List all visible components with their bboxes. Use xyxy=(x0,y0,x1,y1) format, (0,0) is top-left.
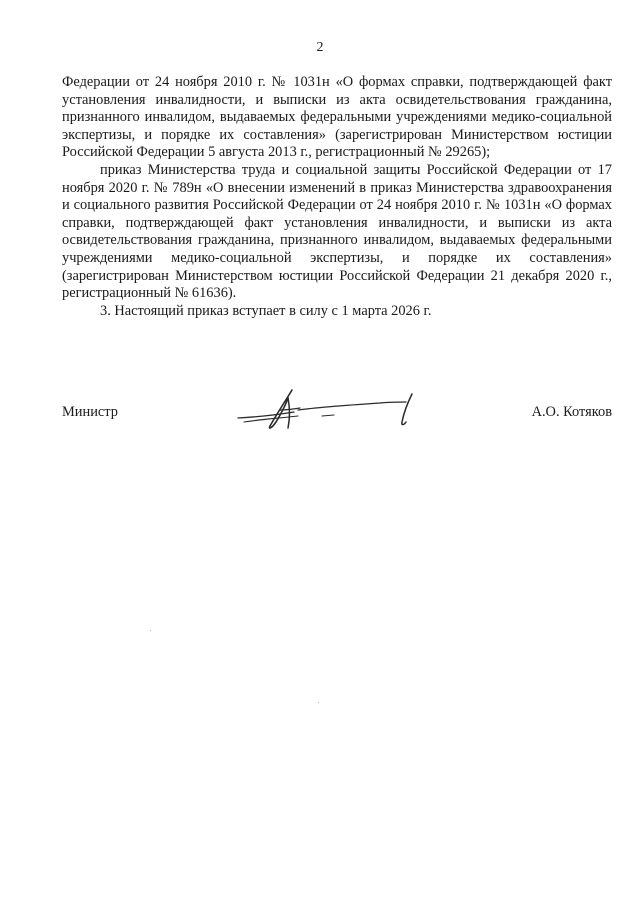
paragraph-effective-date: 3. Настоящий приказ вступает в силу с 1 марта 2026 г. xyxy=(100,302,432,319)
page-number: 2 xyxy=(316,40,324,55)
paragraph-amendment-order: приказ Министерства труда и социальной защиты Российской Федерации от 17 ноября 2020 г. № 789н «О внесении изменений в приказ Министерства здравоохранения и социального развития Российской Федерации от 24 ноября 2010 г. № 1031н «О формах справки, подтверждающей факт установления инвалидности, и выписки из акта освидетельствования гражданина, признанного инвалидом, выдаваемых федеральными учреждениями медико-социальной экспертизы, и порядке их составления» (зарегистрирован Министерством юстиции Российской Федерации 21 декабря 2020 г., регистрационный № 61636). xyxy=(62,161,612,302)
signature-block xyxy=(62,388,612,438)
scan-speck xyxy=(318,702,319,703)
handwritten-signature xyxy=(230,388,430,434)
signatory-name: А.О. Котяков xyxy=(531,404,612,420)
signatory-role: Министр xyxy=(62,404,118,420)
scan-speck xyxy=(150,630,151,631)
document-body xyxy=(62,74,612,320)
paragraph-continuation: Федерации от 24 ноября 2010 г. № 1031н «О формах справки, подтверждающей факт установления инвалидности, и выписки из акта освидетельствования гражданина, признанного инвалидом, выдаваемых федеральными учреждениями медико-социальной экспертизы, и порядке их составления» (зарегистрирован Министерством юстиции Российской Федерации 5 августа 2013 г., регистрационный № 29265); xyxy=(62,74,612,161)
